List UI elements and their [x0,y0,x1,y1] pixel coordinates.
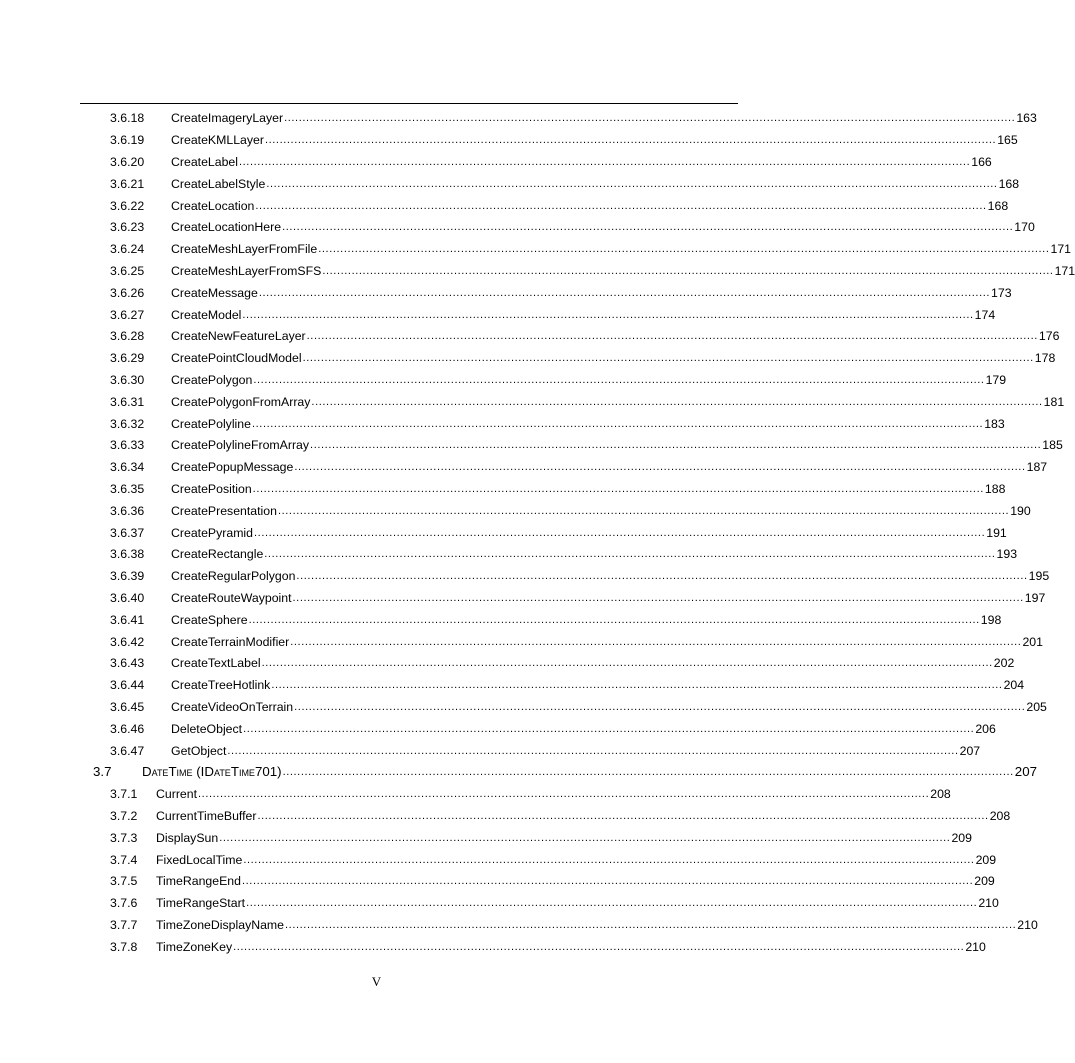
toc-entry[interactable] [110,432,1063,452]
toc-entry-title: TimeZoneKey [156,940,233,954]
toc-entry-title: CreatePolygonFromArray [171,395,311,409]
toc-entry-title: CreateImageryLayer [171,111,284,125]
toc-entry[interactable] [110,105,1037,125]
dot-leader: ........................................................................................................................................................................................................ [296,570,1028,582]
toc-entry-page: 185 [1042,438,1063,452]
toc-entry-title: GetObject [171,744,227,758]
toc-entry[interactable] [110,323,1060,343]
toc-entry-number: 3.6.38 [110,547,145,561]
toc-entry-number: 3.7.6 [110,896,138,910]
toc-entry-page: 210 [965,940,986,954]
toc-entry-title: CreateLabelStyle [171,177,266,191]
dot-leader: ........................................................................................................................................................................................................ [258,287,991,299]
toc-entry-page: 176 [1038,329,1060,343]
toc-entry-page: 198 [980,613,1002,627]
toc-entry-number: 3.7.1 [110,787,138,801]
toc-entry-number: 3.7.2 [110,809,138,823]
toc-entry-title: CreateRouteWaypoint [171,591,292,605]
toc-entry-title: CreateRegularPolygon [171,569,296,583]
toc-entry-page: 201 [1022,635,1043,649]
toc-entry-number: 3.6.33 [110,438,145,452]
toc-entry-page: 209 [974,874,995,888]
dot-leader: ........................................................................................................................................................................................................ [306,330,1038,342]
toc-entry-title: CreatePopupMessage [171,460,294,474]
dot-leader: ........................................................................................................................................................................................................ [302,352,1034,364]
dot-leader: ........................................................................................................................................................................................................ [248,614,980,626]
dot-leader: ........................................................................................................................................................................................................ [242,309,974,321]
dot-leader: ........................................................................................................................................................................................................ [243,723,975,735]
toc-entry[interactable] [110,585,1046,605]
dot-leader: ........................................................................................................................................................................................................ [264,134,997,146]
toc-entry-title: CreateMessage [171,286,258,300]
toc-entry-number: 3.6.19 [110,133,145,147]
toc-entry-page: 204 [1003,678,1025,692]
toc-entry-page: 179 [985,373,1007,387]
dot-leader: ........................................................................................................................................................................................................ [242,875,974,887]
toc-entry[interactable] [110,847,997,867]
dot-leader: ........................................................................................................................................................................................................ [257,810,989,822]
toc-entry-number: 3.6.20 [110,155,145,169]
toc-entry[interactable] [110,607,1002,627]
toc-entry-page: 171 [1050,242,1072,256]
dot-leader: ........................................................................................................................................................................................................ [198,788,930,800]
toc-entry-page: 187 [1026,460,1048,474]
dot-leader: ........................................................................................................................................................................................................ [292,592,1024,604]
toc-entry[interactable] [110,345,1056,365]
toc-entry-number: 3.6.41 [110,613,145,627]
toc-entry-title: CreateTreeHotlink [171,678,271,692]
toc-entry-page: 206 [975,722,996,736]
toc-entry-number: 3.7.8 [110,940,138,954]
toc-section-number: 3.7 [93,764,112,779]
toc-entry-number: 3.6.26 [110,286,145,300]
toc-entry[interactable] [110,650,1015,670]
toc-entry-number: 3.6.39 [110,569,145,583]
toc-entry[interactable] [110,367,1007,387]
toc-entry[interactable] [110,738,981,758]
toc-entry-title: CreateLocationHere [171,220,282,234]
dot-leader: ........................................................................................................................................................................................................ [264,548,996,560]
dot-leader: ........................................................................................................................................................................................................ [284,112,1016,124]
dot-leader: ........................................................................................................................................................................................................ [311,396,1043,408]
toc-entry-title: FixedLocalTime [156,853,243,867]
toc-entry-title: CreateVideoOnTerrain [171,700,294,714]
toc-entry-title: CreateMeshLayerFromSFS [171,264,322,278]
toc-entry-title: CreateMeshLayerFromFile [171,242,318,256]
dot-leader: ........................................................................................................................................................................................................ [253,374,985,386]
toc-entry-title: CreateModel [171,308,242,322]
dot-leader: ........................................................................................................................................................................................................ [282,221,1014,233]
toc-entry[interactable] [110,563,1050,583]
toc-entry-page: 165 [997,133,1018,147]
dot-leader: ........................................................................................................................................................................................................ [252,483,984,495]
toc-entry-page: 173 [991,286,1012,300]
toc-entry[interactable] [110,149,992,169]
toc-entry-page: 193 [996,547,1018,561]
toc-entry-title: CreateLocation [171,199,255,213]
dot-leader: ........................................................................................................................................................................................................ [254,527,986,539]
dot-leader: ........................................................................................................................................................................................................ [219,832,951,844]
toc-entry-title: CreatePolyline [171,417,251,431]
toc-entry-page: 166 [971,155,992,169]
dot-leader: ........................................................................................................................................................................................................ [318,243,1050,255]
toc-entry-title: DisplaySun [156,831,219,845]
toc-entry-number: 3.6.32 [110,417,145,431]
toc-entry-page: 191 [986,526,1007,540]
dot-leader: ........................................................................................................................................................................................................ [246,897,978,909]
toc-entry[interactable] [110,258,1075,278]
dot-leader: ........................................................................................................................................................................................................ [294,701,1026,713]
toc-entry-number: 3.6.34 [110,460,145,474]
toc-entry-number: 3.6.37 [110,526,145,540]
toc-entry-page: 178 [1034,351,1056,365]
toc-entry-title: CreatePosition [171,482,252,496]
toc-entry-title: CreateRectangle [171,547,264,561]
toc-entry-title: CreatePointCloudModel [171,351,302,365]
toc-entry[interactable] [110,280,1012,300]
dot-leader: ........................................................................................................................................................................................................ [233,941,965,953]
dot-leader: ........................................................................................................................................................................................................ [310,439,1042,451]
toc-entry[interactable] [110,694,1047,714]
toc-entry-number: 3.6.27 [110,308,145,322]
toc-entry-number: 3.6.18 [110,111,145,125]
toc-entry[interactable] [110,171,1020,191]
toc-entry-page: 168 [998,177,1020,191]
toc-entry-number: 3.7.7 [110,918,138,932]
toc-entry[interactable] [110,302,996,322]
toc-entry-title: CreatePolygon [171,373,253,387]
toc-entry[interactable] [110,498,1031,518]
toc-entry-title: CurrentTimeBuffer [156,809,257,823]
toc-entry-number: 3.6.22 [110,199,145,213]
toc-entry-number: 3.7.3 [110,831,138,845]
toc-entry-title: CreateKMLLayer [171,133,264,147]
toc-entry[interactable] [110,127,1018,147]
toc-entry-page: 209 [951,831,972,845]
toc-entry-title: CreateLabel [171,155,238,169]
toc-entry-title: DeleteObject [171,722,243,736]
dot-leader: ........................................................................................................................................................................................................ [255,200,987,212]
toc-entry[interactable] [110,781,951,801]
toc-entry-number: 3.6.47 [110,744,145,758]
dot-leader: ........................................................................................................................................................................................................ [251,418,984,430]
toc-entry[interactable] [110,716,996,736]
toc-entry-page: 210 [978,896,999,910]
toc-entry[interactable] [110,890,999,910]
toc-entry[interactable] [110,476,1006,496]
toc-entry-number: 3.6.45 [110,700,145,714]
toc-entry-page: 195 [1028,569,1050,583]
toc-entry[interactable] [110,803,1011,823]
toc-entry-number: 3.6.40 [110,591,145,605]
toc-entry-title: TimeRangeStart [156,896,246,910]
toc-entry-page: 170 [1014,220,1035,234]
toc-entry-page: 190 [1010,504,1031,518]
toc-entry-number: 3.6.28 [110,329,145,343]
toc-entry-title: CreateTerrainModifier [171,635,290,649]
toc-entry-number: 3.6.35 [110,482,145,496]
toc-entry-title: TimeRangeEnd [156,874,241,888]
dot-leader: ........................................................................................................................................................................................................ [271,679,1003,691]
toc-entry-page: 202 [993,656,1015,670]
toc-entry-page: 205 [1026,700,1047,714]
toc-entry-number: 3.6.36 [110,504,145,518]
toc-entry-page: 208 [989,809,1011,823]
toc-entry-title: Current [156,787,198,801]
toc-entry[interactable] [110,520,1007,540]
toc-entry-page: 163 [1016,111,1037,125]
toc-entry-number: 3.6.43 [110,656,145,670]
toc-entry-page: 209 [975,853,997,867]
toc-entry-page: 210 [1017,918,1038,932]
toc-entry-title: CreateNewFeatureLayer [171,329,306,343]
toc-section-page: 207 [1014,764,1037,779]
toc-entry-page: 174 [974,308,996,322]
toc-entry-number: 3.6.23 [110,220,145,234]
toc-entry-page: 197 [1024,591,1046,605]
toc-entry-title: CreateSphere [171,613,248,627]
toc-entry-page: 171 [1054,264,1075,278]
toc-entry-page: 168 [987,199,1009,213]
toc-entry-number: 3.6.21 [110,177,145,191]
dot-leader: ........................................................................................................................................................................................................ [290,636,1022,648]
dot-leader: ........................................................................................................................................................................................................ [285,919,1017,931]
dot-leader: ........................................................................................................................................................................................................ [261,657,993,669]
toc-entry-page: 188 [984,482,1006,496]
toc-entry[interactable] [110,868,995,888]
toc-entry-number: 3.6.24 [110,242,145,256]
toc-entry[interactable] [110,541,1018,561]
dot-leader: ........................................................................................................................................................................................................ [239,156,971,168]
toc-entry[interactable] [110,825,972,845]
toc-entry-title: TimeZoneDisplayName [156,918,285,932]
toc-entry-page: 207 [959,744,981,758]
toc-entry-number: 3.6.46 [110,722,145,736]
toc-section-heading[interactable] [93,759,1037,779]
toc-entry-number: 3.6.29 [110,351,145,365]
toc-entry[interactable] [110,411,1005,431]
toc-entry-number: 3.6.44 [110,678,145,692]
dot-leader: ........................................................................................................................................................................................................ [294,461,1026,473]
toc-entry[interactable] [110,236,1072,256]
toc-entry[interactable] [110,389,1065,409]
dot-leader: ........................................................................................................................................................................................................ [266,178,998,190]
toc-entry-number: 3.6.42 [110,635,145,649]
toc-entry[interactable] [110,672,1025,692]
toc-entry-title: CreatePresentation [171,504,277,518]
toc-section-title: DateTime (IDateTime701) [142,764,282,779]
toc-entry[interactable] [110,214,1035,234]
toc-entry[interactable] [110,934,986,954]
toc-entry-number: 3.6.30 [110,373,145,387]
toc-entry-number: 3.7.5 [110,874,138,888]
toc-entry-page: 183 [984,417,1005,431]
dot-leader: ........................................................................................................................................................................................................ [227,745,959,757]
toc-entry-page: 181 [1043,395,1065,409]
toc-entry-number: 3.6.25 [110,264,145,278]
toc-entry[interactable] [110,629,1043,649]
dot-leader: ........................................................................................................................................................................................................ [243,854,975,866]
dot-leader: ........................................................................................................................................................................................................ [282,766,1014,778]
toc-entry[interactable] [110,912,1038,932]
toc-entry-page: 208 [930,787,951,801]
dot-leader: ........................................................................................................................................................................................................ [322,265,1054,277]
dot-leader: ........................................................................................................................................................................................................ [277,505,1010,517]
toc-entry-number: 3.7.4 [110,853,138,867]
toc-entry[interactable] [110,454,1048,474]
toc-entry-title: CreatePyramid [171,526,254,540]
header-rule [80,103,738,104]
toc-entry-title: CreateTextLabel [171,656,261,670]
toc-entry[interactable] [110,193,1009,213]
toc-entry-title: CreatePolylineFromArray [171,438,310,452]
toc-entry-number: 3.6.31 [110,395,145,409]
page-number: V [371,974,382,989]
